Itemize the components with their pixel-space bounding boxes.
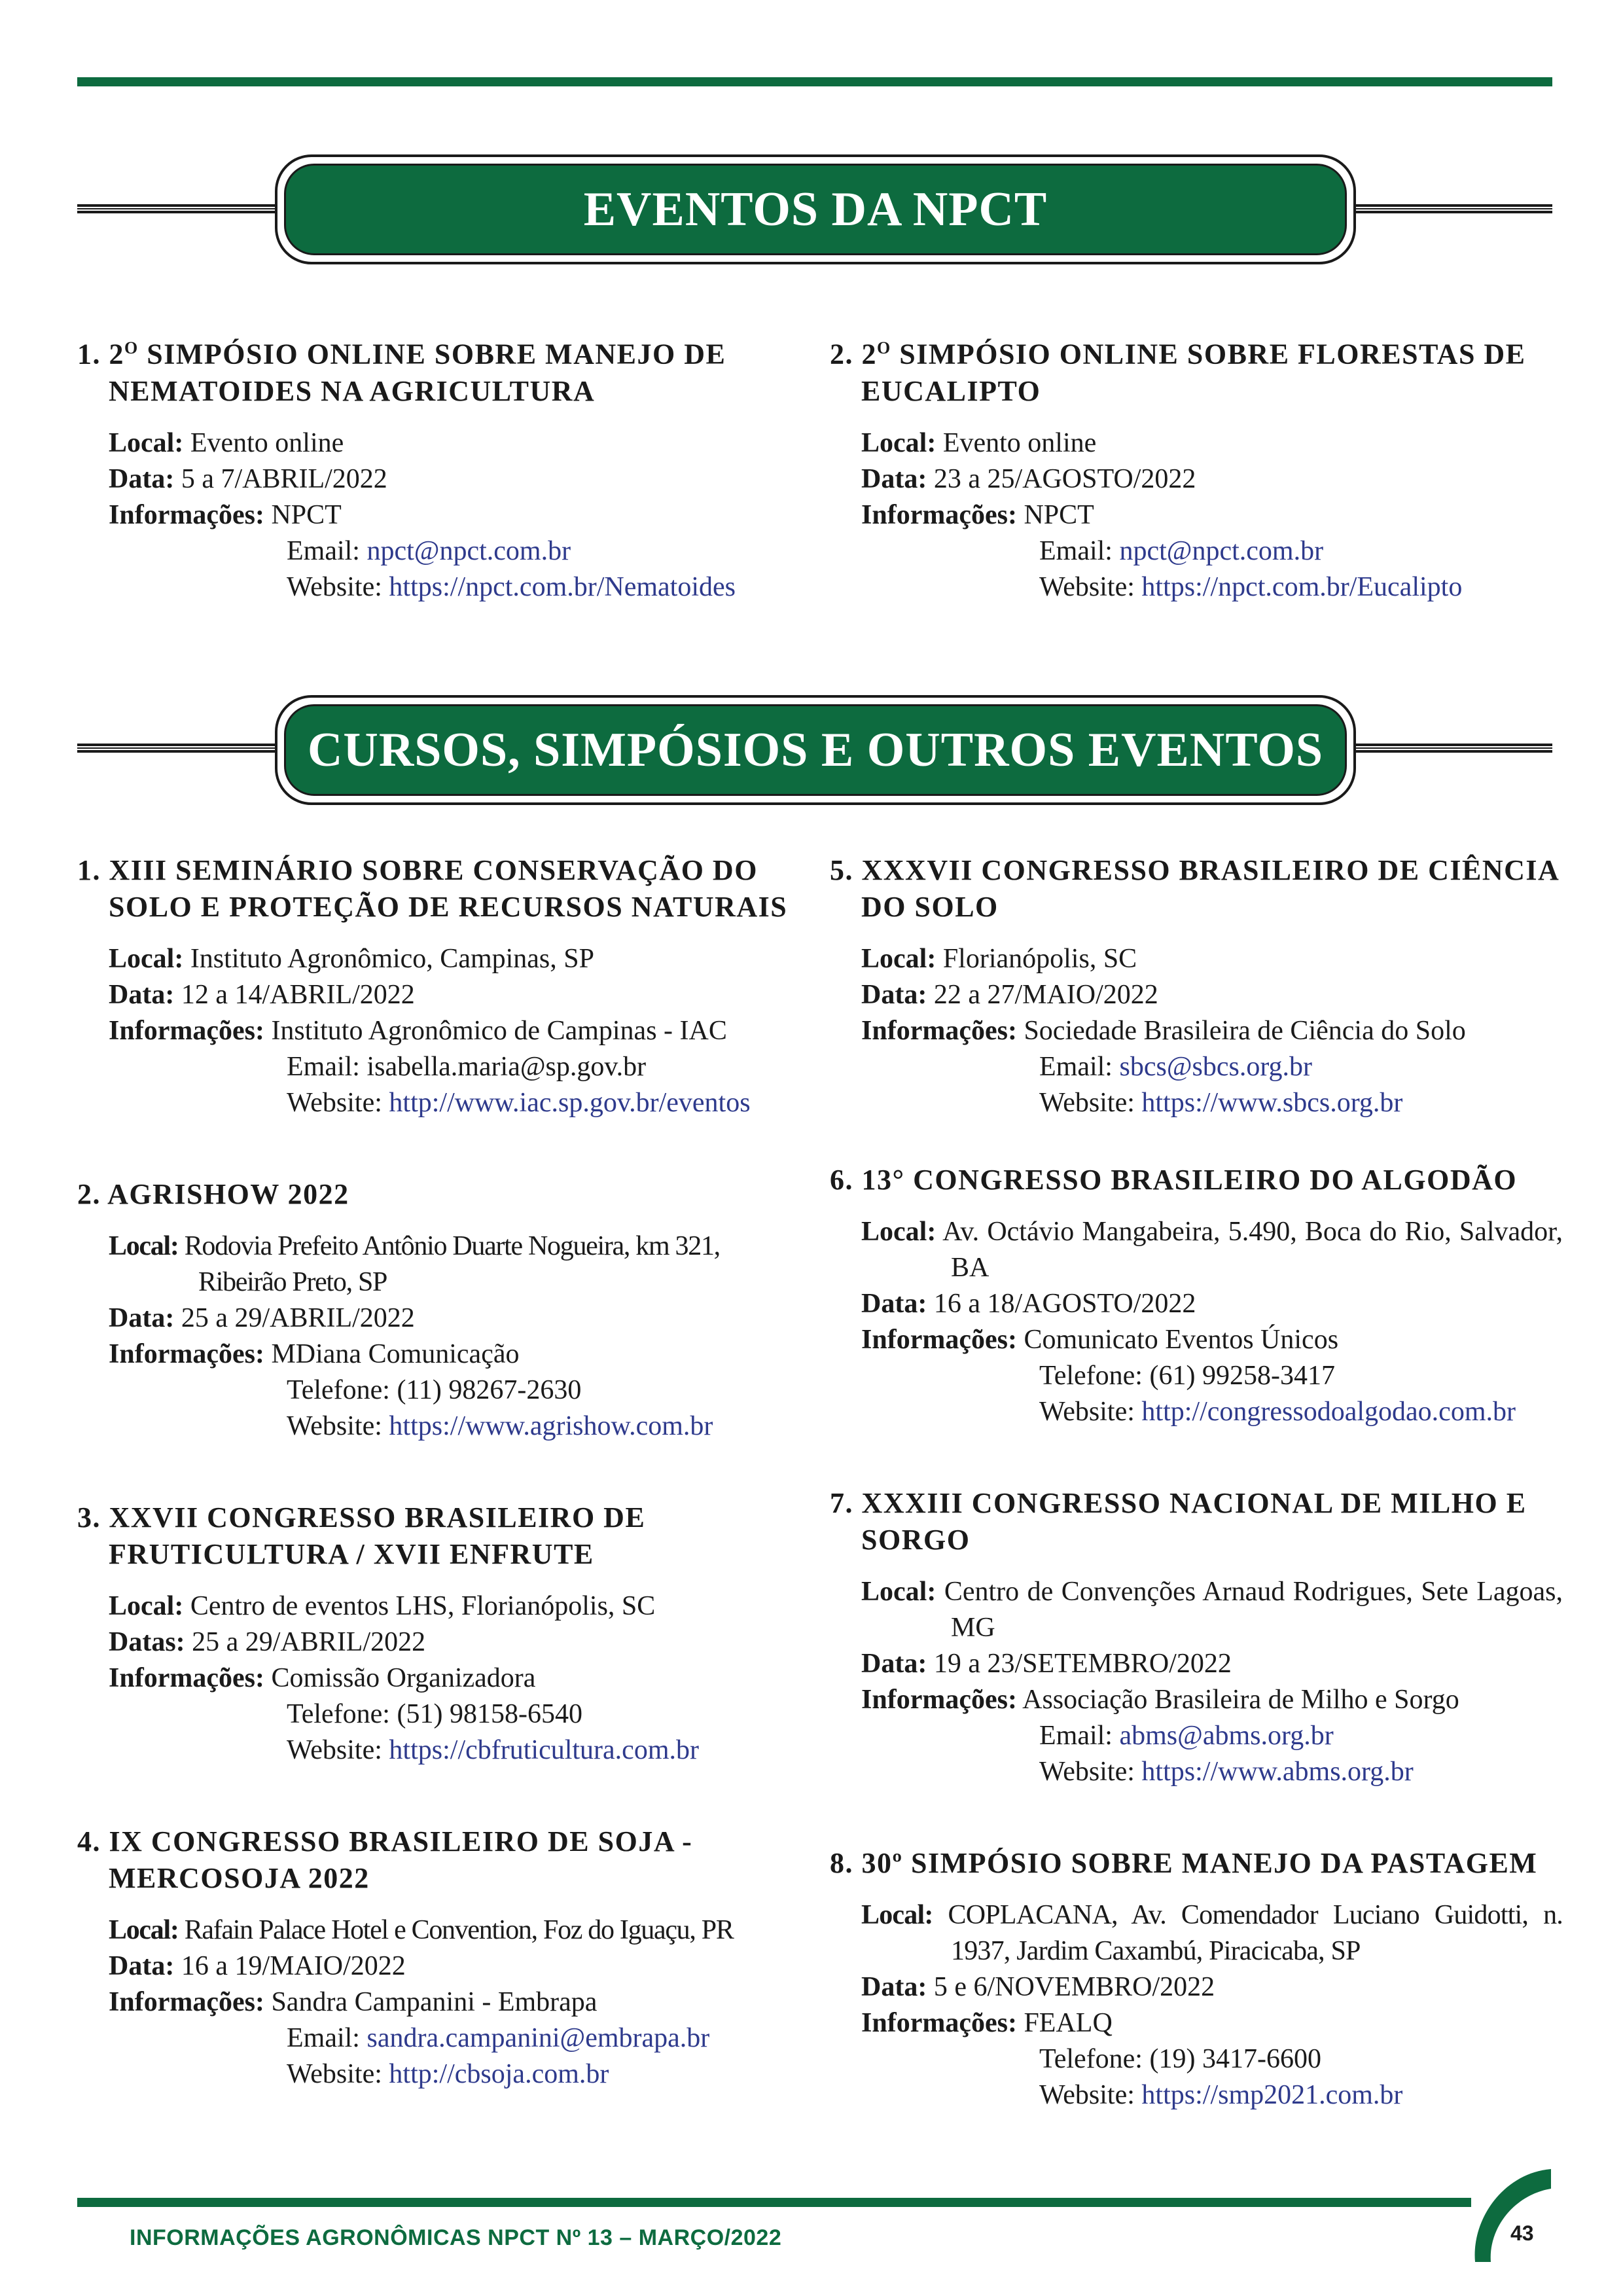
- section-title: EVENTOS DA NPCT: [583, 182, 1048, 236]
- website-link[interactable]: https://smp2021.com.br: [1141, 2080, 1403, 2110]
- website-link[interactable]: https://npct.com.br/Nematoides: [389, 571, 736, 602]
- event-title: 8. 30º SIMPÓSIO SOBRE MANEJO DA PASTAGEM: [830, 1847, 1538, 1879]
- event-title: 4. IX CONGRESSO BRASILEIRO DE SOJA - MERCOSOJA 2022: [77, 1825, 693, 1894]
- section-title: CURSOS, SIMPÓSIOS E OUTROS EVENTOS: [307, 723, 1324, 777]
- event-email: Email: abms@abms.org.br: [1039, 1721, 1334, 1751]
- event-date: Data: 5 e 6/NOVEMBRO/2022: [861, 1972, 1215, 2002]
- event-info: Informações: NPCT: [109, 499, 342, 530]
- website-link[interactable]: http://www.iac.sp.gov.br/eventos: [389, 1088, 751, 1118]
- event-website: Website: https://cbfruticultura.com.br: [287, 1735, 699, 1765]
- event-info: Informações: Sociedade Brasileira de Ciência do Solo: [861, 1016, 1466, 1046]
- event-info: Informações: Associação Brasileira de Milho e Sorgo: [861, 1685, 1459, 1715]
- event-date: Data: 5 a 7/ABRIL/2022: [109, 463, 387, 494]
- event-block: [77, 1499, 810, 1768]
- event-title: 2. $2^O$ SIMPÓSIO ONLINE SOBRE FLORESTAS DE EUCALIPTO: [830, 338, 1526, 407]
- event-local: Local: Rodovia Prefeito Antônio Duarte Nogueira, km 321, Ribeirão Preto, SP: [109, 1231, 720, 1297]
- event-title: 3. XXVII CONGRESSO BRASILEIRO DE FRUTICULTURA / XVII ENFRUTE: [77, 1501, 646, 1570]
- event-block: [830, 1485, 1563, 1790]
- event-info: Informações: Instituto Agronômico de Campinas - IAC: [109, 1016, 727, 1046]
- event-info: Informações: Comissão Organizadora: [109, 1663, 536, 1693]
- event-info: Informações: Sandra Campanini - Embrapa: [109, 1987, 597, 2017]
- event-local: Local: Instituto Agronômico, Campinas, SP: [109, 944, 594, 974]
- email-link[interactable]: sbcs@sbcs.org.br: [1119, 1052, 1313, 1082]
- email-link[interactable]: npct@npct.com.br: [1119, 535, 1324, 566]
- event-info: Informações: NPCT: [861, 499, 1094, 530]
- event-email: Email: sandra.campanini@embrapa.br: [287, 2023, 710, 2053]
- event-block: [77, 1823, 810, 2092]
- npct-column-left: [77, 330, 810, 660]
- event-date: Data: 23 a 25/AGOSTO/2022: [861, 463, 1196, 494]
- event-title: 5. XXXVII CONGRESSO BRASILEIRO DE CIÊNCIA DO SOLO: [830, 854, 1558, 923]
- banner-frame: [275, 695, 1356, 805]
- event-email: Email: sbcs@sbcs.org.br: [1039, 1052, 1313, 1082]
- event-block: [77, 1176, 810, 1444]
- leaf-logo-icon: [1471, 2166, 1552, 2265]
- event-date: Datas: 25 a 29/ABRIL/2022: [109, 1627, 426, 1657]
- event-date: Data: 12 a 14/ABRIL/2022: [109, 980, 415, 1010]
- banner-rule-right: [1352, 744, 1552, 753]
- event-local: Local: Evento online: [861, 427, 1097, 458]
- top-rule: [77, 77, 1552, 86]
- event-local: Local: Av. Octávio Mangabeira, 5.490, Boca do Rio, Salvador, BA: [861, 1217, 1563, 1283]
- event-website: Website: https://npct.com.br/Nematoides: [287, 571, 736, 602]
- email-link[interactable]: sandra.campanini@embrapa.br: [366, 2023, 710, 2053]
- banner-frame: [275, 154, 1356, 264]
- event-website: Website: http://congressodoalgodao.com.br: [1039, 1397, 1516, 1427]
- event-info: Informações: Comunicato Eventos Únicos: [861, 1325, 1339, 1355]
- event-phone: Telefone: (61) 99258-3417: [1039, 1361, 1335, 1391]
- event-local: Local: Florianópolis, SC: [861, 944, 1137, 974]
- event-website: Website: https://www.abms.org.br: [1039, 1757, 1414, 1787]
- event-date: Data: 16 a 19/MAIO/2022: [109, 1951, 406, 1981]
- page-number: 43: [1510, 2221, 1534, 2245]
- banner-fill: [284, 164, 1347, 255]
- website-link[interactable]: https://www.agrishow.com.br: [389, 1411, 713, 1441]
- event-local: Local: Rafain Palace Hotel e Convention, Foz do Iguaçu, PR: [109, 1915, 734, 1945]
- banner-rule-left: [77, 744, 277, 753]
- event-website: Website: https://smp2021.com.br: [1039, 2080, 1403, 2110]
- event-date: Data: 25 a 29/ABRIL/2022: [109, 1303, 415, 1333]
- event-date: Data: 19 a 23/SETEMBRO/2022: [861, 1649, 1232, 1679]
- page-number-badge: [1471, 2166, 1552, 2265]
- banner-fill: [284, 704, 1347, 796]
- event-email: Email: npct@npct.com.br: [287, 535, 571, 566]
- event-block: [830, 1845, 1563, 2113]
- event-website: Website: http://www.iac.sp.gov.br/eventos: [287, 1088, 751, 1118]
- event-phone: Telefone: (19) 3417-6600: [1039, 2044, 1321, 2074]
- event-title: 6. 13° CONGRESSO BRASILEIRO DO ALGODÃO: [830, 1164, 1518, 1196]
- website-link[interactable]: http://cbsoja.com.br: [389, 2059, 609, 2089]
- website-link[interactable]: https://www.sbcs.org.br: [1141, 1088, 1403, 1118]
- website-link[interactable]: https://npct.com.br/Eucalipto: [1141, 571, 1463, 602]
- banner-rule-right: [1352, 204, 1552, 213]
- event-block: [830, 330, 1563, 605]
- event-title: 2. AGRISHOW 2022: [77, 1178, 349, 1210]
- event-website: Website: https://www.agrishow.com.br: [287, 1411, 713, 1441]
- event-date: Data: 16 a 18/AGOSTO/2022: [861, 1289, 1196, 1319]
- website-link[interactable]: https://cbfruticultura.com.br: [389, 1735, 699, 1765]
- npct-column-right: [830, 330, 1563, 660]
- event-title: 1. XIII SEMINÁRIO SOBRE CONSERVAÇÃO DO SOLO E PROTEÇÃO DE RECURSOS NATURAIS: [77, 854, 788, 923]
- event-info: Informações: FEALQ: [861, 2008, 1113, 2038]
- event-block: [77, 330, 810, 605]
- footer-publication: INFORMAÇÕES AGRONÔMICAS NPCT Nº 13 – MARÇO/2022: [130, 2225, 782, 2250]
- email-link[interactable]: npct@npct.com.br: [366, 535, 571, 566]
- event-website: Website: https://www.sbcs.org.br: [1039, 1088, 1403, 1118]
- website-link[interactable]: http://congressodoalgodao.com.br: [1141, 1397, 1516, 1427]
- event-local: Local: COPLACANA, Av. Comendador Luciano Guidotti, n. 1937, Jardim Caxambú, Piracicaba, SP: [861, 1900, 1563, 1966]
- event-title: 7. XXXIII CONGRESSO NACIONAL DE MILHO E SORGO: [830, 1487, 1527, 1556]
- event-email: Email: isabella.maria@sp.gov.br: [287, 1052, 647, 1082]
- event-website: Website: https://npct.com.br/Eucalipto: [1039, 571, 1463, 602]
- event-phone: Telefone: (11) 98267-2630: [287, 1375, 582, 1405]
- event-date: Data: 22 a 27/MAIO/2022: [861, 980, 1158, 1010]
- event-local: Local: Evento online: [109, 427, 344, 458]
- website-link[interactable]: https://www.abms.org.br: [1141, 1757, 1414, 1787]
- event-info: Informações: MDiana Comunicação: [109, 1339, 520, 1369]
- events-column-right: [830, 852, 1563, 2168]
- event-local: Local: Centro de Convenções Arnaud Rodrigues, Sete Lagoas, MG: [861, 1577, 1563, 1643]
- event-block: [830, 852, 1563, 1121]
- footer-rule: [77, 2198, 1471, 2207]
- event-local: Local: Centro de eventos LHS, Florianópolis, SC: [109, 1591, 656, 1621]
- event-title: 1. $2^O$ SIMPÓSIO ONLINE SOBRE MANEJO DE NEMATOIDES NA AGRICULTURA: [77, 338, 726, 407]
- banner-rule-left: [77, 204, 277, 213]
- event-phone: Telefone: (51) 98158-6540: [287, 1699, 582, 1729]
- event-block: [77, 852, 810, 1121]
- event-website: Website: http://cbsoja.com.br: [287, 2059, 609, 2089]
- email-link[interactable]: abms@abms.org.br: [1119, 1721, 1334, 1751]
- event-block: [830, 1162, 1563, 1430]
- event-email: Email: npct@npct.com.br: [1039, 535, 1324, 566]
- events-column-left: [77, 852, 810, 2147]
